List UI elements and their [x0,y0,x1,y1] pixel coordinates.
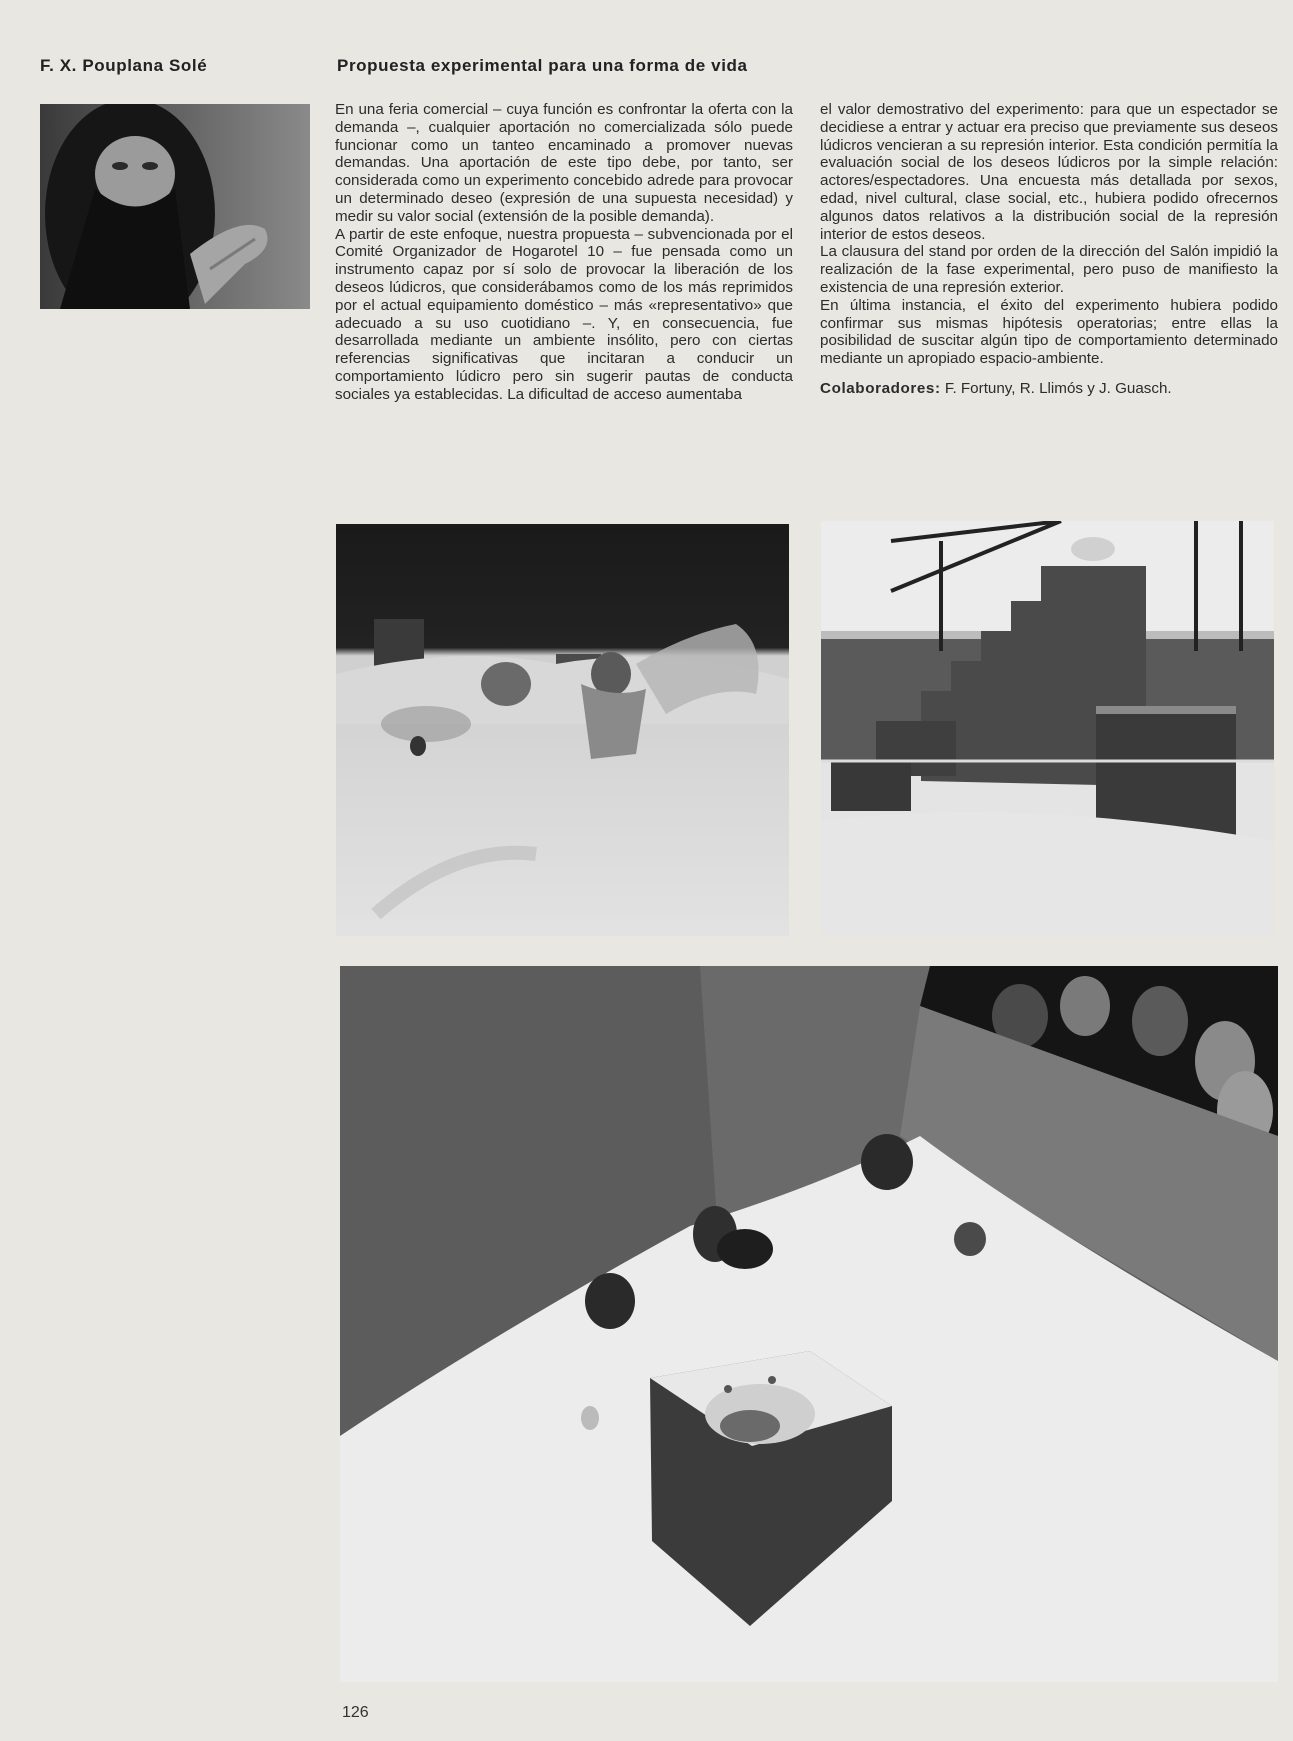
article-body-column-2 [820,101,1278,398]
collaborators-label: Colaboradores: [820,379,941,397]
photo-foam-splash [336,524,789,936]
paragraph: En última instancia, el éxito del experimento hubiera podido confirmar sus mismas hipótesis operatorias; entre ellas la posibilidad de suscitar algún tipo de comportamiento determinado mediante un apropiado espacio-ambiente. [820,296,1278,368]
photo-stepped-structure [821,521,1274,936]
collaborators-credit [820,380,1278,398]
page-number: 126 [342,1704,369,1721]
paragraph: A partir de este enfoque, nuestra propuesta – subvencionada por el Comité Organizador de Hogarotel 10 – fue pensada como un instrumento capaz por sí solo de provocar la liberación de los deseos lúdicros, que considerábamos como de los más reprimidos por el actual equipamiento doméstico – más «representativo» que adecuado a su uso cuotidiano –. Y, en consecuencia, fue desarrollada mediante un ambiente insólito, pero con ciertas referencias significativas que incitaran a conducir un comportamiento lúdicro pero sin sugerir pautas de conducta sociales ya establecidas. La dificultad de acceso aumentaba [335,225,793,403]
paragraph: el valor demostrativo del experimento: para que un espectador se decidiese a entrar y actuar era preciso que previamente sus deseos lúdicros vencieran a su represión interior. Esta condición permitía la evaluación social de los deseos lúdicros por la simple relación: actores/espectadores. Una encuesta más detallada por sexos, edad, nivel cultural, clase social, etc., hubiera podido ofrecernos algunos datos relativos a la distribución social de la represión interior de estos deseos. [820,101,1278,243]
article-body-column-1 [335,101,793,404]
paragraph: En una feria comercial – cuya función es confrontar la oferta con la demanda –, cualquier aportación no comercializada sólo puede funcionar como un tanteo encaminado a promover nuevas demandas. Una aportación de este tipo debe, por tanto, ser considerada como un experimento concebido adrede para provocar un determinado deseo (expresión de una supuesta necesidad) y medir su valor social (extensión de la posible demanda). [335,101,793,225]
article-title: Propuesta experimental para una forma de vida [337,56,748,75]
photo-heads-and-sink [340,966,1278,1682]
collaborators-names: F. Fortuny, R. Llimós y J. Guasch. [944,379,1172,397]
paragraph: La clausura del stand por orden de la dirección del Salón impidió la realización de la fase experimental, pero puso de manifiesto la existencia de una represión exterior. [820,243,1278,296]
author-name: F. X. Pouplana Solé [40,56,208,75]
author-portrait-photo [40,104,310,309]
